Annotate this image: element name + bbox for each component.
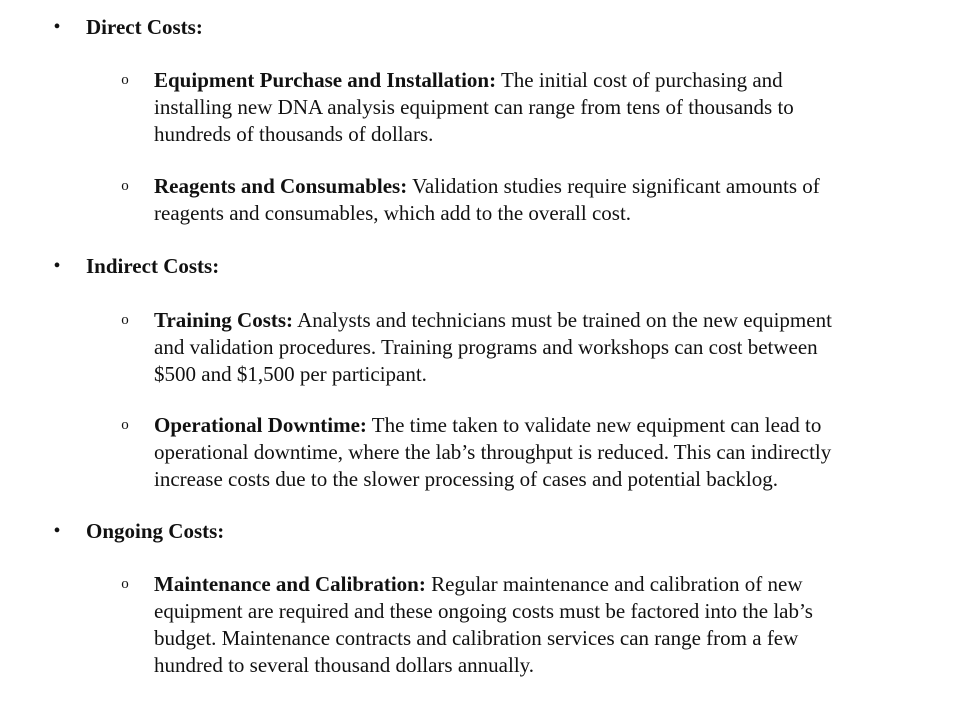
item-text-line: budget. Maintenance contracts and calibration services can range from a few xyxy=(154,626,799,650)
item-term: Training Costs: xyxy=(154,308,294,332)
bullet-icon: • xyxy=(53,520,61,542)
sub-bullet-icon: o xyxy=(121,576,129,592)
section-heading: Direct Costs: xyxy=(86,15,203,39)
item-text-line: Regular maintenance and calibration of new xyxy=(425,572,803,596)
item-text-line: installing new DNA analysis equipment can range from tens of thousands to xyxy=(154,95,794,119)
list-item-text xyxy=(154,307,914,388)
section-heading: Ongoing Costs: xyxy=(86,519,225,543)
list-item-text xyxy=(154,412,914,493)
sub-bullet-icon: o xyxy=(121,72,129,88)
item-text-line: Validation studies require significant amounts of xyxy=(407,174,820,198)
list-item-text xyxy=(154,67,914,148)
sub-bullet-icon: o xyxy=(121,178,129,194)
item-text-line: increase costs due to the slower processing of cases and potential backlog. xyxy=(154,467,778,491)
item-text-line: equipment are required and these ongoing costs must be factored into the lab’s xyxy=(154,599,813,623)
item-text-line: hundreds of thousands of dollars. xyxy=(154,122,434,146)
bullet-icon: • xyxy=(53,16,61,38)
section-heading: Indirect Costs: xyxy=(86,254,220,278)
item-text-line: hundred to several thousand dollars annually. xyxy=(154,653,535,677)
list-item-text xyxy=(154,173,914,227)
item-text-line: The time taken to validate new equipment can lead to xyxy=(366,413,822,437)
sub-bullet-icon: o xyxy=(121,417,129,433)
item-term: Operational Downtime: xyxy=(154,413,367,437)
item-text-line: The initial cost of purchasing and xyxy=(496,68,783,92)
item-text-line: and validation procedures. Training programs and workshops can cost between xyxy=(154,335,818,359)
bullet-icon: • xyxy=(53,255,61,277)
item-term: Reagents and Consumables: xyxy=(154,174,408,198)
list-item-text xyxy=(154,571,914,679)
item-term: Equipment Purchase and Installation: xyxy=(154,68,497,92)
item-text-line: operational downtime, where the lab’s throughput is reduced. This can indirectly xyxy=(154,440,832,464)
item-text-line: reagents and consumables, which add to the overall cost. xyxy=(154,201,632,225)
item-text-line: Analysts and technicians must be trained on the new equipment xyxy=(293,308,832,332)
item-term: Maintenance and Calibration: xyxy=(154,572,426,596)
item-text-line: $500 and $1,500 per participant. xyxy=(154,362,427,386)
sub-bullet-icon: o xyxy=(121,312,129,328)
